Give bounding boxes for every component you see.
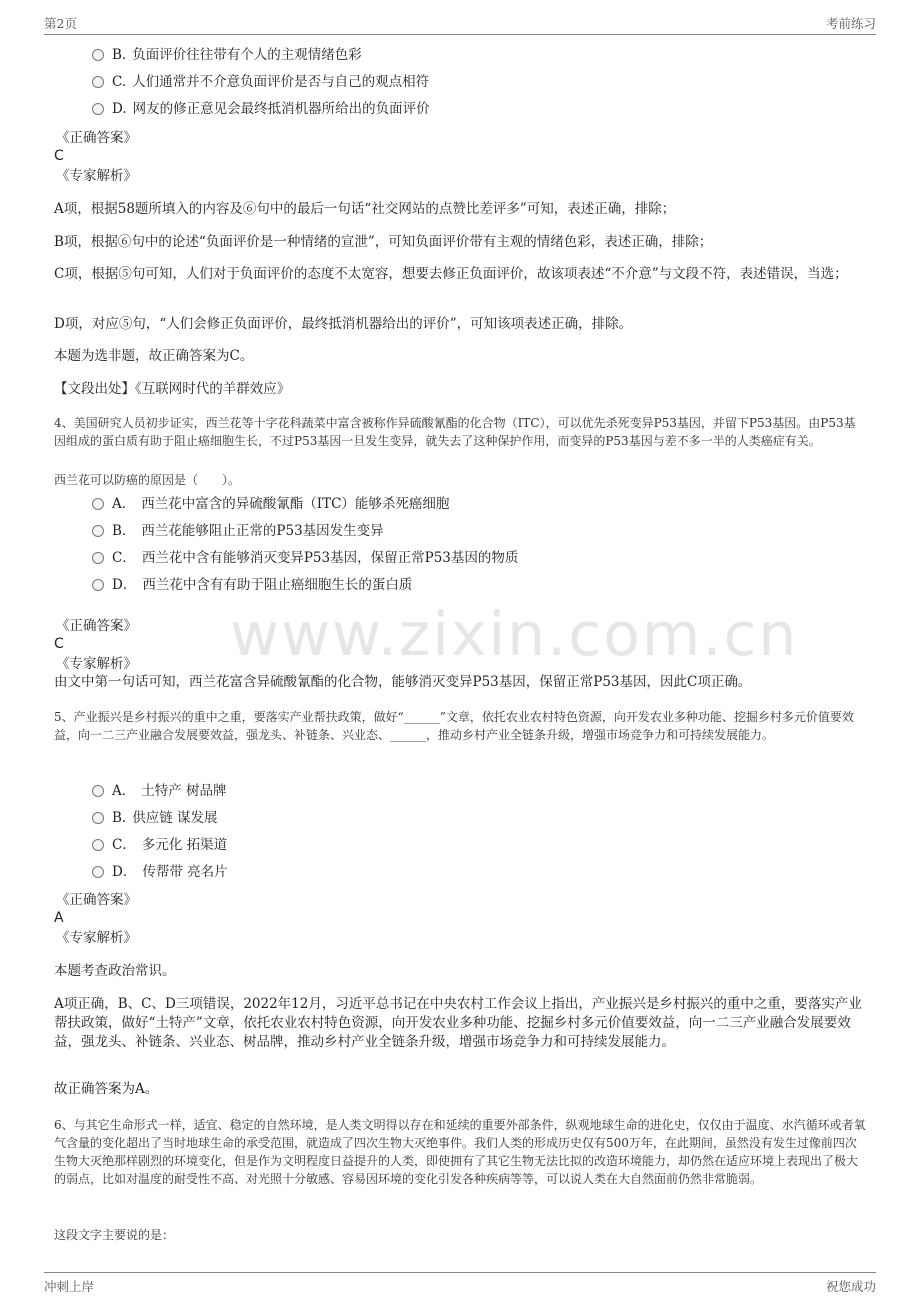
q4-option-d[interactable]: D． 西兰花中含有有助于阻止癌细胞生长的蛋白质 xyxy=(92,575,412,595)
q3-analysis-d: D项，对应⑤句，“人们会修正负面评价，最终抵消机器给出的评价”，可知该项表述正确，排除。 xyxy=(54,316,633,332)
q4-answer-label: 《正确答案》 xyxy=(56,618,137,634)
q4-option-a[interactable]: A． 西兰花中富含的异硫酸氰酯（ITC）能够杀死癌细胞 xyxy=(92,494,449,514)
q3-source: 【文段出处】《互联网时代的羊群效应》 xyxy=(54,381,291,397)
q4-analysis-label: 《专家解析》 xyxy=(56,656,137,672)
page-footer xyxy=(44,1272,876,1295)
footer-right: 祝您成功 xyxy=(825,1279,876,1294)
watermark: www.zixin.com.cn xyxy=(230,600,799,670)
q5-option-c[interactable]: C． 多元化 拓渠道 xyxy=(92,835,227,855)
q5-option-d[interactable]: D． 传帮带 亮名片 xyxy=(92,862,228,882)
q3-answer-label: 《正确答案》 xyxy=(56,130,137,146)
q4-analysis: 由文中第一句话可知，西兰花富含异硫酸氰酯的化合物，能够消灭变异P53基因，保留正常P53基因，因此C项正确。 xyxy=(54,674,752,690)
page-header xyxy=(44,12,876,35)
q4-option-c[interactable]: C． 西兰花中含有能够消灭变异P53基因，保留正常P53基因的物质 xyxy=(92,548,518,568)
radio-icon[interactable] xyxy=(92,552,104,564)
q3-option-b[interactable]: B. 负面评价往往带有个人的主观情绪色彩 xyxy=(92,45,362,65)
q5-answer: A xyxy=(54,910,64,926)
q5-analysis-intro: 本题考查政治常识。 xyxy=(54,963,176,979)
q5-option-a[interactable]: A． 土特产 树品牌 xyxy=(92,781,227,801)
q3-conclusion: 本题为选非题，故正确答案为C。 xyxy=(54,348,254,364)
radio-icon[interactable] xyxy=(92,579,104,591)
q5-conclusion: 故正确答案为A。 xyxy=(54,1081,159,1097)
q3-analysis-a: A项，根据58题所填入的内容及⑥句中的最后一句话“社交网站的点赞比差评多”可知，表述正确，排除； xyxy=(54,201,676,217)
page-number: 第2页 xyxy=(44,16,77,31)
q3-option-c[interactable]: C. 人们通常并不介意负面评价是否与自己的观点相符 xyxy=(92,72,429,92)
q5-analysis-label: 《专家解析》 xyxy=(56,930,137,946)
header-title: 考前练习 xyxy=(825,16,876,31)
q4-question: 西兰花可以防癌的原因是（ ）。 xyxy=(54,473,241,487)
q4-stem: 4、美国研究人员初步证实，西兰花等十字花科蔬菜中富含被称作异硫酸氰酯的化合物（ITC），可以优先杀死变异P53基因，并留下P53基因。由P53基因组成的蛋白质有助于阻止癌细胞生长，不过P53基因一旦发生变异，就失去了这种保护作用，而变异的P53基因与差不多一半的人类癌症有关。 xyxy=(54,416,856,448)
radio-icon[interactable] xyxy=(92,103,104,115)
q3-analysis-c: C项，根据⑤句可知，人们对于负面评价的态度不太宽容，想要去修正负面评价，故该项表述“不介意”与文段不符，表述错误，当选； xyxy=(54,266,848,282)
q3-answer: C xyxy=(54,148,64,164)
q5-analysis-body: A项正确，B、C、D三项错误，2022年12月，习近平总书记在中央农村工作会议上指出，产业振兴是乡村振兴的重中之重，要落实产业帮扶政策，做好“土特产”文章，依托农业农村特色资源，向开发农业多种功能、挖掘乡村多元价值要效益，向一二三产业融合发展要效益，强龙头、补链条、兴业态、树品牌，推动乡村产业全链条升级，增强市场竞争力和可持续发展能力。 xyxy=(54,996,862,1050)
q5-option-b[interactable]: B. 供应链 谋发展 xyxy=(92,808,218,828)
q3-analysis-b: B项，根据⑥句中的论述“负面评价是一种情绪的宣泄”，可知负面评价带有主观的情绪色彩，表述正确，排除； xyxy=(54,234,713,250)
q5-stem: 5、产业振兴是乡村振兴的重中之重，要落实产业帮扶政策，做好“______”文章，依托农业农村特色资源，向开发农业多种功能、挖掘乡村多元价值要效益，向一二三产业融合发展要效益，强龙头、补链条、兴业态、______，推动乡村产业全链条升级，增强市场竞争力和可持续发展能力。 xyxy=(54,710,854,742)
radio-icon[interactable] xyxy=(92,49,104,61)
radio-icon[interactable] xyxy=(92,525,104,537)
q4-option-b[interactable]: B． 西兰花能够阻止正常的P53基因发生变异 xyxy=(92,521,384,541)
radio-icon[interactable] xyxy=(92,839,104,851)
radio-icon[interactable] xyxy=(92,76,104,88)
q5-answer-label: 《正确答案》 xyxy=(56,892,137,908)
radio-icon[interactable] xyxy=(92,785,104,797)
q3-analysis-label: 《专家解析》 xyxy=(56,168,137,184)
radio-icon[interactable] xyxy=(92,812,104,824)
footer-left: 冲刺上岸 xyxy=(44,1279,95,1294)
radio-icon[interactable] xyxy=(92,866,104,878)
q4-answer: C xyxy=(54,636,64,652)
q6-stem: 6、与其它生命形式一样，适宜、稳定的自然环境，是人类文明得以存在和延续的重要外部条件，纵观地球生命的进化史，仅仅由于温度、水汽循环或者氧气含量的变化超出了当时地球生命的承受范围，就造成了四次生物大灭绝事件。我们人类的形成历史仅有500万年，在此期间，虽然没有发生过像前四次生物大灭绝那样剧烈的环境变化，但是作为文明程度日益提升的人类，即使拥有了其它生物无法比拟的改造环境能力，却仍然在适应环境上表现出了极大的弱点，比如对温度的耐受性不高、对光照十分敏感、容易因环境的变化引发各种疾病等等，可以说人类在大自然面前仍然非常脆弱。 xyxy=(54,1118,866,1186)
q3-option-d[interactable]: D. 网友的修正意见会最终抵消机器所给出的负面评价 xyxy=(92,99,430,119)
q6-question: 这段文字主要说的是： xyxy=(54,1228,175,1242)
radio-icon[interactable] xyxy=(92,498,104,510)
